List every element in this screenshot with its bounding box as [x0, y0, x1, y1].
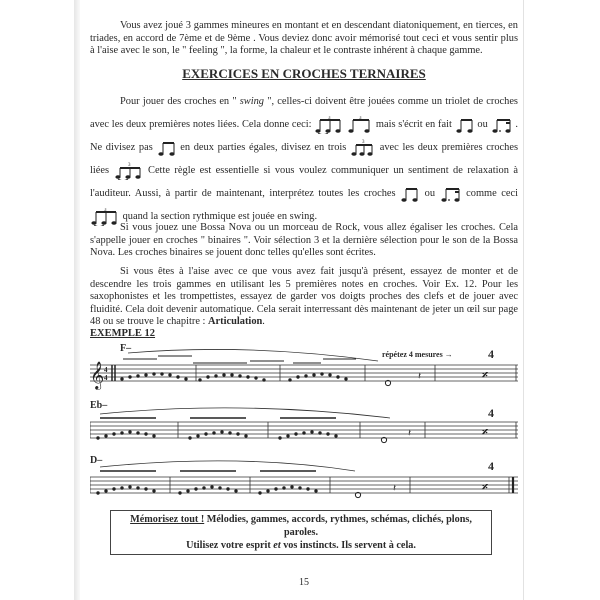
example-title: EXEMPLE 12 — [90, 328, 156, 339]
memo-text: vos instincts. Ils servent à cela. — [280, 540, 416, 551]
bossa-paragraph: Si vous jouez une Bossa Nova ou un morceau de Rock, vous allez égaliser les croches. Cela s'appelle jouer en croches " binaires ". Voir sélection 3 et la dernière sélection pour le son de la Bossa Nova. Les croches binaires se jouent donc telles qu'elles sont écrites. — [90, 222, 518, 258]
chord-symbol: F– — [120, 343, 132, 354]
staff-notation — [90, 455, 518, 505]
music-staff-1 — [90, 343, 518, 393]
staff-notation — [90, 343, 518, 393]
eighth-pair-icon — [400, 185, 420, 203]
svg-text:𝄽: 𝄽 — [408, 428, 412, 439]
eighth-pair-icon — [455, 116, 475, 134]
dotted-eighth-sixteenth-icon — [491, 116, 513, 134]
swing-word: swing — [236, 96, 268, 107]
text: comme ceci — [466, 188, 518, 199]
svg-text:𝄞: 𝄞 — [90, 363, 105, 389]
svg-text:3: 3 — [328, 115, 331, 121]
memo-italic: et — [273, 540, 281, 551]
text: ou — [424, 188, 436, 199]
eighth-pair-icon — [157, 139, 177, 157]
memo-text: Utilisez votre esprit — [186, 540, 274, 551]
triplet-tied-rhythm-icon — [114, 162, 144, 180]
svg-text:𝄎: 𝄎 — [482, 425, 488, 439]
memo-line-2 — [115, 539, 487, 552]
svg-text:3: 3 — [127, 162, 131, 168]
memo-line-1 — [115, 513, 487, 539]
text: Si vous êtes à l'aise avec ce que vous avez fait jusqu'à présent, essayez de monter et de descendre les trois gammes en utilisant les 5 premières notes en croches. Voir Ex. 12. Pour les saxophonistes et les trompettistes, essayez de garder vos doigts proches des clefs et de jouer avec fluidité. Cela doit devenir automatique. Cela serait interressant dès maintenant de jeter un œil sur page 48 ou se trouve le chapitre : — [90, 266, 518, 327]
memo-lead: Mémorisez tout ! — [130, 514, 205, 525]
svg-text:3: 3 — [362, 139, 365, 145]
memorize-callout-box — [110, 510, 492, 555]
dotted-eighth-sixteenth-icon — [440, 185, 462, 203]
page-right-edge — [523, 0, 524, 600]
text: ou — [477, 119, 488, 130]
music-staff-3 — [90, 455, 518, 505]
bar-count: 4 — [488, 347, 494, 361]
swing-paragraph — [90, 90, 518, 228]
repeat-instruction: répétez 4 mesures → — [382, 350, 453, 359]
section-title: EXERCICES EN CROCHES TERNAIRES — [182, 66, 426, 81]
text: avec les deux premières croches liées — [90, 142, 518, 176]
svg-text:𝄎: 𝄎 — [482, 480, 488, 494]
triplet-quarter-eighth-icon — [347, 116, 373, 134]
svg-text:3: 3 — [104, 207, 107, 213]
memo-text: Mélodies, gammes, accords, rythmes, schémas, clichés, plons, paroles. — [204, 514, 472, 538]
text: ", celles-ci doivent être jouées comme un triolet de croches avec les deux premières notes liées. Cela donne ceci: — [90, 96, 518, 130]
bar-count: 4 — [488, 406, 494, 420]
svg-text:𝄽: 𝄽 — [393, 483, 397, 494]
triplet-tied-rhythm-icon — [314, 116, 344, 134]
chord-symbol: D– — [90, 455, 103, 466]
staff-notation — [90, 400, 518, 450]
svg-text:𝄎: 𝄎 — [482, 368, 488, 382]
articulation-link-text: Articulation — [208, 316, 263, 327]
chord-symbol: Eb– — [90, 400, 108, 411]
svg-text:4: 4 — [104, 374, 108, 382]
bar-count: 4 — [488, 459, 494, 473]
practice-paragraph: Si vous êtes à l'aise avec ce que vous avez fait jusqu'à présent, essayez de monter et de descendre les trois gammes en utilisant les 5 premières notes en croches. Voir Ex. 12. Pour les saxophonistes et les trompettistes, essayez de garder vos doigts proches des clefs et de jouer avec fluidité. Cela doit devenir automatique. Cela serait interressant dès maintenant de jeter un œil sur page 48 ou se trouve le chapitre : Articulation. — [90, 266, 518, 327]
text: mais s'écrit en fait — [375, 119, 452, 130]
intro-paragraph: Vous avez joué 3 gammes mineures en montant et en descendant diatoniquement, en tierces, en triades, en accord de 7ème et de 9ème . Vous deviez donc avoir mémorisé tout ceci et vous sentir plus à l'aise avec le son, le " feeling ", la forme, la chaleur et le contraste inhérent à chaque gamme. — [90, 20, 518, 56]
music-staff-2 — [90, 400, 518, 450]
svg-text:𝄽: 𝄽 — [418, 371, 422, 382]
text: Pour jouer des croches en " — [120, 96, 237, 107]
text: Cette règle est essentielle si vous voulez communiquer un sentiment de relaxation à l'auditeur. Aussi, à partir de maintenant, interprétez toutes les croches — [90, 165, 518, 199]
triplet-rhythm-icon — [350, 139, 376, 157]
page-edge-shadow — [74, 0, 80, 600]
svg-text:4: 4 — [104, 366, 108, 374]
text: en deux parties égales, divisez en trois — [180, 142, 347, 153]
text: quand la section rythmique est jouée en swing. — [122, 211, 318, 222]
text: . Ne divisez pas — [90, 119, 518, 153]
page-number: 15 — [299, 577, 309, 588]
svg-text:3: 3 — [359, 115, 362, 121]
